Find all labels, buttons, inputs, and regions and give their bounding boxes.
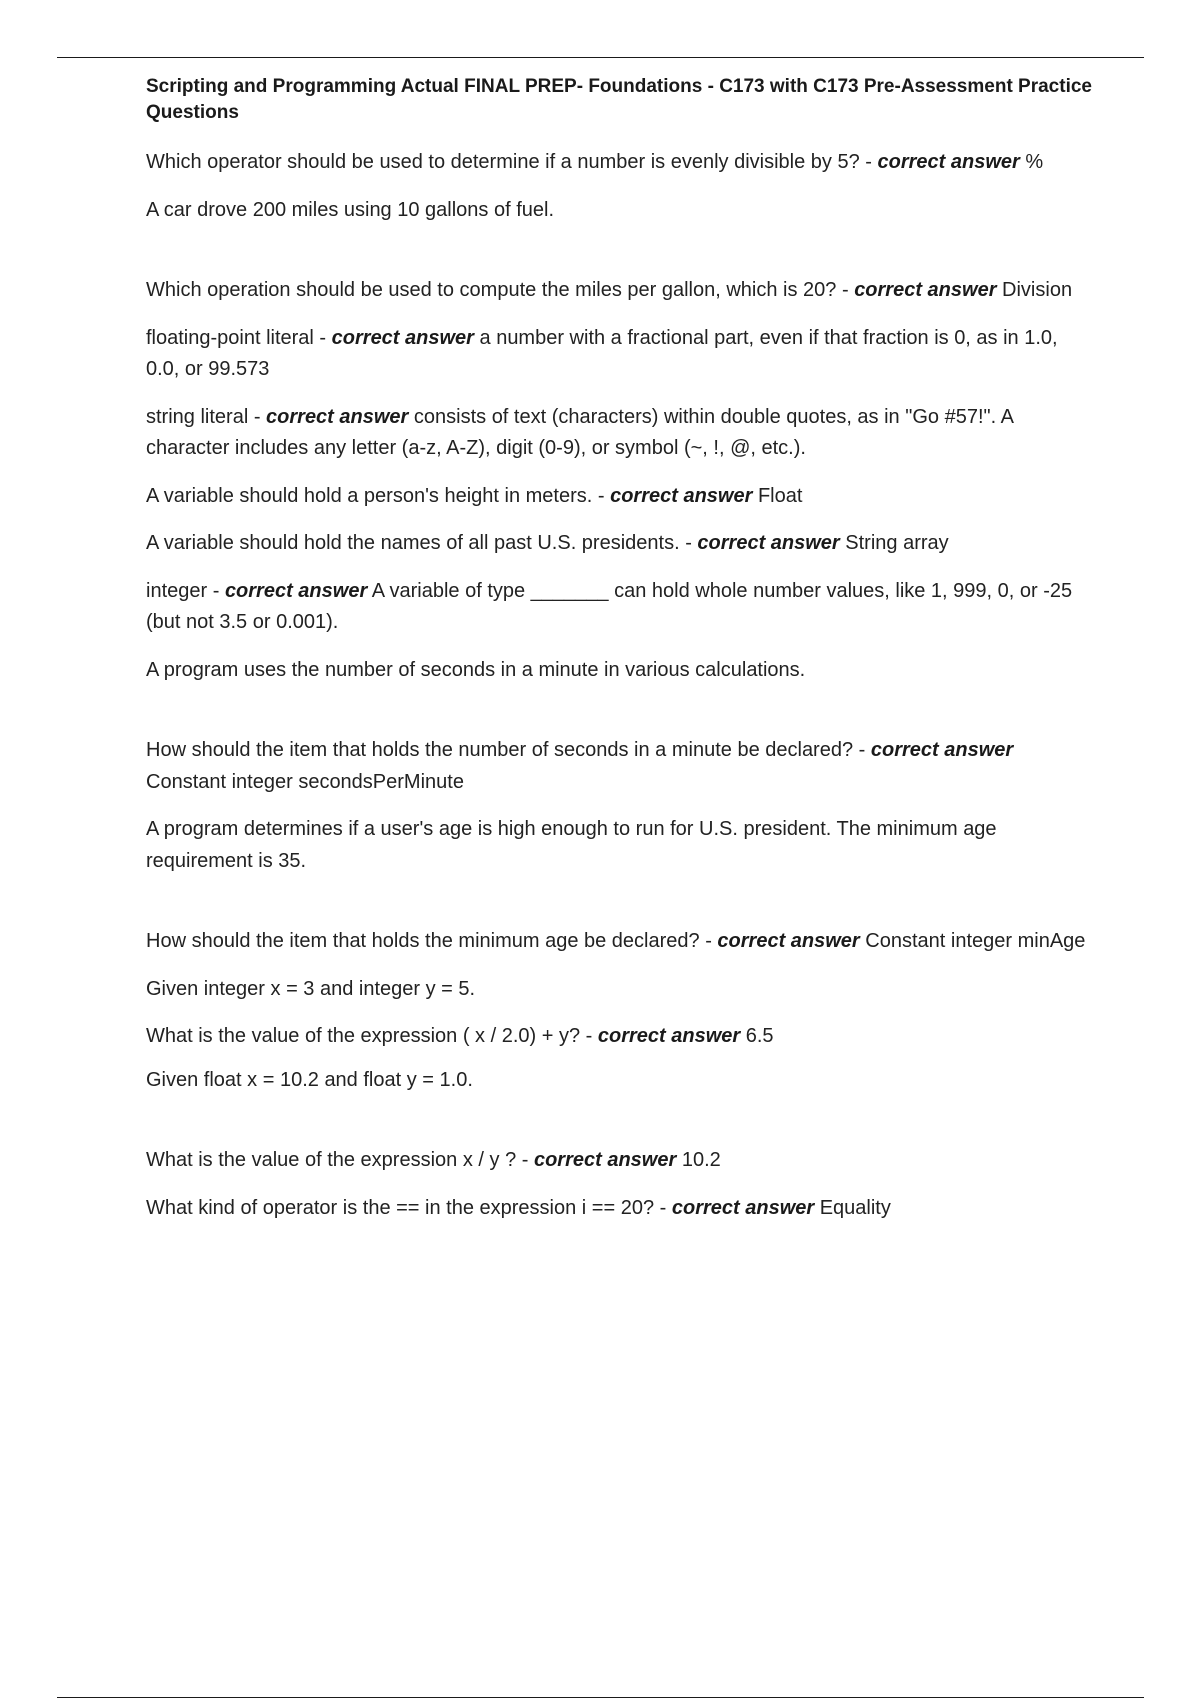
qa-item [146,481,1096,513]
answer-text: Constant integer minAge [859,930,1086,952]
answer-text: A variable of type _______ can hold whole number values, like 1, 999, 0, or -25 (but not 3.5 or 0.001). [146,579,1073,633]
answer-label: correct answer [877,151,1020,173]
answer-label: correct answer [597,1025,741,1047]
question-text: Given integer x = 3 and integer y = 5. [146,977,476,1000]
answer-label: correct answer [610,484,753,507]
answer-label: correct answer [266,405,409,428]
answer-text: Division [996,279,1073,301]
question-text: What is the value of the expression x / y ? - [146,1149,534,1171]
question-text: A variable should hold the names of all past U.S. presidents. - [146,532,698,554]
question-text: How should the item that holds the number of seconds in a minute be declared? - [146,739,871,761]
bottom-rule [57,1697,1144,1698]
answer-text: String array [839,532,949,554]
answer-label: correct answer [331,326,474,349]
question-text: Given float x = 10.2 and float y = 1.0. [146,1068,473,1091]
answer-text: a number with a fractional part, even if that fraction is 0, as in 1.0, 0.0, or 99.573 [146,326,1058,380]
question-text: floating-point literal - [146,326,332,349]
question-text: A car drove 200 miles using 10 gallons of fuel. [146,198,555,221]
answer-text: 6.5 [740,1025,774,1047]
qa-item [146,576,1096,639]
answer-label: correct answer [697,532,840,554]
scenario-text [146,814,1096,877]
qa-item [146,528,1096,560]
answer-label: correct answer [870,739,1014,761]
qa-item [146,735,1096,798]
answer-text: 10.2 [676,1149,721,1171]
answer-label: correct answer [717,930,860,952]
qa-item [146,1021,1096,1053]
scenario-text [146,974,1096,1006]
qa-item [146,1145,1096,1177]
question-text: Which operator should be used to determine if a number is evenly divisible by 5? - [146,151,878,173]
question-text: A program determines if a user's age is high enough to run for U.S. president. The minimum age requirement is 35. [146,818,997,872]
top-rule [57,57,1144,58]
question-text: What is the value of the expression ( x / 2.0) + y? - [146,1025,598,1047]
answer-text: Constant integer secondsPerMinute [146,770,464,793]
answer-label: correct answer [671,1196,815,1219]
scenario-text [146,1065,1096,1097]
answer-label: correct answer [533,1149,677,1171]
question-text: A program uses the number of seconds in a minute in various calculations. [146,658,806,681]
question-text: A variable should hold a person's height in meters. - [146,484,611,507]
scenario-text [146,195,1096,227]
document-title: Scripting and Programming Actual FINAL PREP- Foundations - C173 with C173 Pre-Assessment Practice Questions [146,76,1092,123]
document-body [146,74,1096,1240]
qa-item [146,147,1096,179]
question-text: integer - [146,579,225,602]
answer-text: Float [752,484,803,507]
answer-label: correct answer [854,279,997,301]
question-text: What kind of operator is the == in the expression i == 20? - [146,1196,672,1219]
qa-item [146,323,1096,386]
qa-item [146,402,1096,465]
qa-item [146,926,1096,958]
qa-item [146,275,1096,307]
scenario-text [146,655,1096,687]
answer-text: % [1019,151,1044,173]
answer-label: correct answer [224,579,368,602]
question-text: How should the item that holds the minimum age be declared? - [146,930,718,952]
answer-text: consists of text (characters) within double quotes, as in "Go #57!". A character includes any letter (a-z, A-Z), digit (0-9), or symbol (~, !, @, etc.). [146,405,1013,459]
question-text: string literal - [146,405,267,428]
qa-item [146,1193,1096,1225]
answer-text: Equality [814,1196,891,1219]
question-text: Which operation should be used to compute the miles per gallon, which is 20? - [146,279,855,301]
